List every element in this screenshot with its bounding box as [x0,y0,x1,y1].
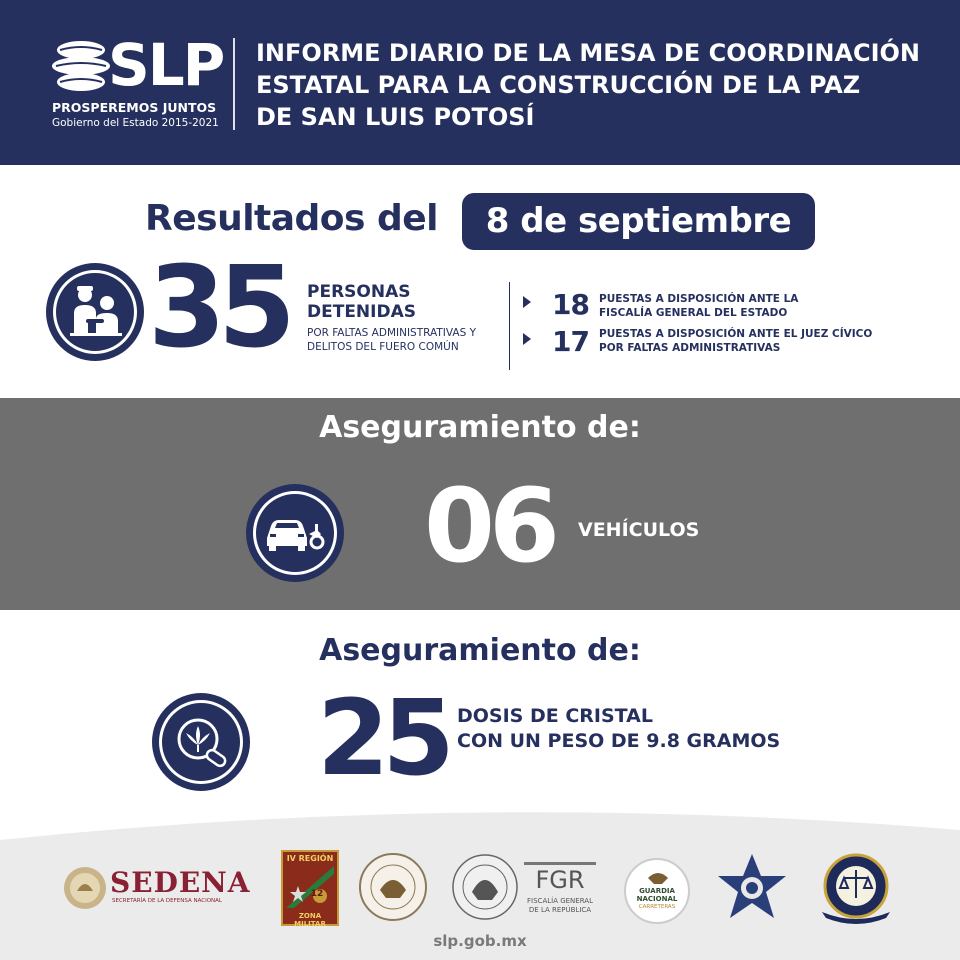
region-shield-badge [281,850,339,926]
breakdown-number-juez: 17 [552,325,589,358]
region-top-text: IV REGIÓN [286,854,334,863]
detained-title-1: PERSONAS [307,282,411,302]
slp-logo-text: SLP [108,31,224,99]
detained-person-icon [66,285,124,339]
drugs-count: 25 [317,677,448,799]
guardia-nacional-seal-icon [358,852,428,922]
header-title-line-2: ESTATAL PARA LA CONSTRUCCIÓN DE LA PAZ [256,71,861,99]
breakdown-number-fiscalia: 18 [552,288,589,321]
drug-icon-circle [152,693,250,791]
website-link[interactable]: slp.gob.mx [433,932,527,950]
header-divider [233,38,235,130]
sedena-logo-text: SEDENA [110,866,251,899]
drugs-description-2: CON UN PESO DE 9.8 GRAMOS [457,730,781,752]
detained-icon-circle [46,263,144,361]
logo-government: Gobierno del Estado 2015-2021 [52,117,219,129]
mexico-national-seal-icon [450,852,520,922]
logo-tagline: PROSPEREMOS JUNTOS [52,100,217,115]
region-number: 12 [310,889,324,899]
fgr-subtitle-1: FISCALÍA GENERAL [527,897,593,905]
bullet-arrow-icon [523,333,531,345]
sedena-subtitle: SECRETARÍA DE LA DEFENSA NACIONAL [112,898,222,904]
drugs-description-1: DOSIS DE CRISTAL [457,705,653,727]
breakdown-text-juez-1: PUESTAS A DISPOSICIÓN ANTE EL JUEZ CÍVICO [599,328,873,340]
drug-pill-icon [172,713,230,771]
breakdown-text-juez-2: POR FALTAS ADMINISTRATIVAS [599,342,781,354]
gn-line-1: GUARDIA [639,887,675,895]
detained-title-2: DETENIDAS [307,302,416,322]
guardia-carreteras-badge [624,858,690,924]
region-stars-icon [286,866,334,908]
bullet-arrow-icon [523,296,531,308]
vehicle-icon-circle [246,484,344,582]
date-pill: 8 de septiembre [462,193,815,250]
results-divider [509,282,510,370]
breakdown-text-fiscalia-1: PUESTAS A DISPOSICIÓN ANTE LA [599,293,799,305]
vehicles-heading: Aseguramiento de: [319,410,641,445]
police-star-badge-icon [716,852,788,924]
fiscalia-estado-seal-icon [818,852,894,924]
region-bottom-text: ZONA MILITAR [294,912,326,928]
fgr-top-rule [524,862,596,865]
detained-count: 35 [148,243,288,373]
header-title-line-3: DE SAN LUIS POTOSÍ [256,103,535,131]
car-motorcycle-icon [263,512,327,554]
mexico-eagle-seal-icon [62,865,108,911]
drugs-heading: Aseguramiento de: [319,633,641,668]
gn-line-3: CARRETERAS [638,904,676,910]
breakdown-text-fiscalia-2: FISCALÍA GENERAL DEL ESTADO [599,307,788,319]
vehicles-count: 06 [424,467,554,586]
fgr-logo-text: FGR [535,866,585,894]
vehicles-label: VEHÍCULOS [578,519,700,541]
slp-logo-mark-icon [50,38,112,94]
gn-line-2: NACIONAL [636,895,678,903]
fgr-subtitle-2: DE LA REPÚBLICA [528,906,592,914]
header-title-line-1: INFORME DIARIO DE LA MESA DE COORDINACIÓN [256,39,921,67]
detained-subtitle-2: DELITOS DEL FUERO COMÚN [307,341,459,353]
detained-subtitle-1: POR FALTAS ADMINISTRATIVAS Y [307,327,476,339]
eagle-icon [648,868,668,884]
results-label: Resultados del [145,198,439,239]
